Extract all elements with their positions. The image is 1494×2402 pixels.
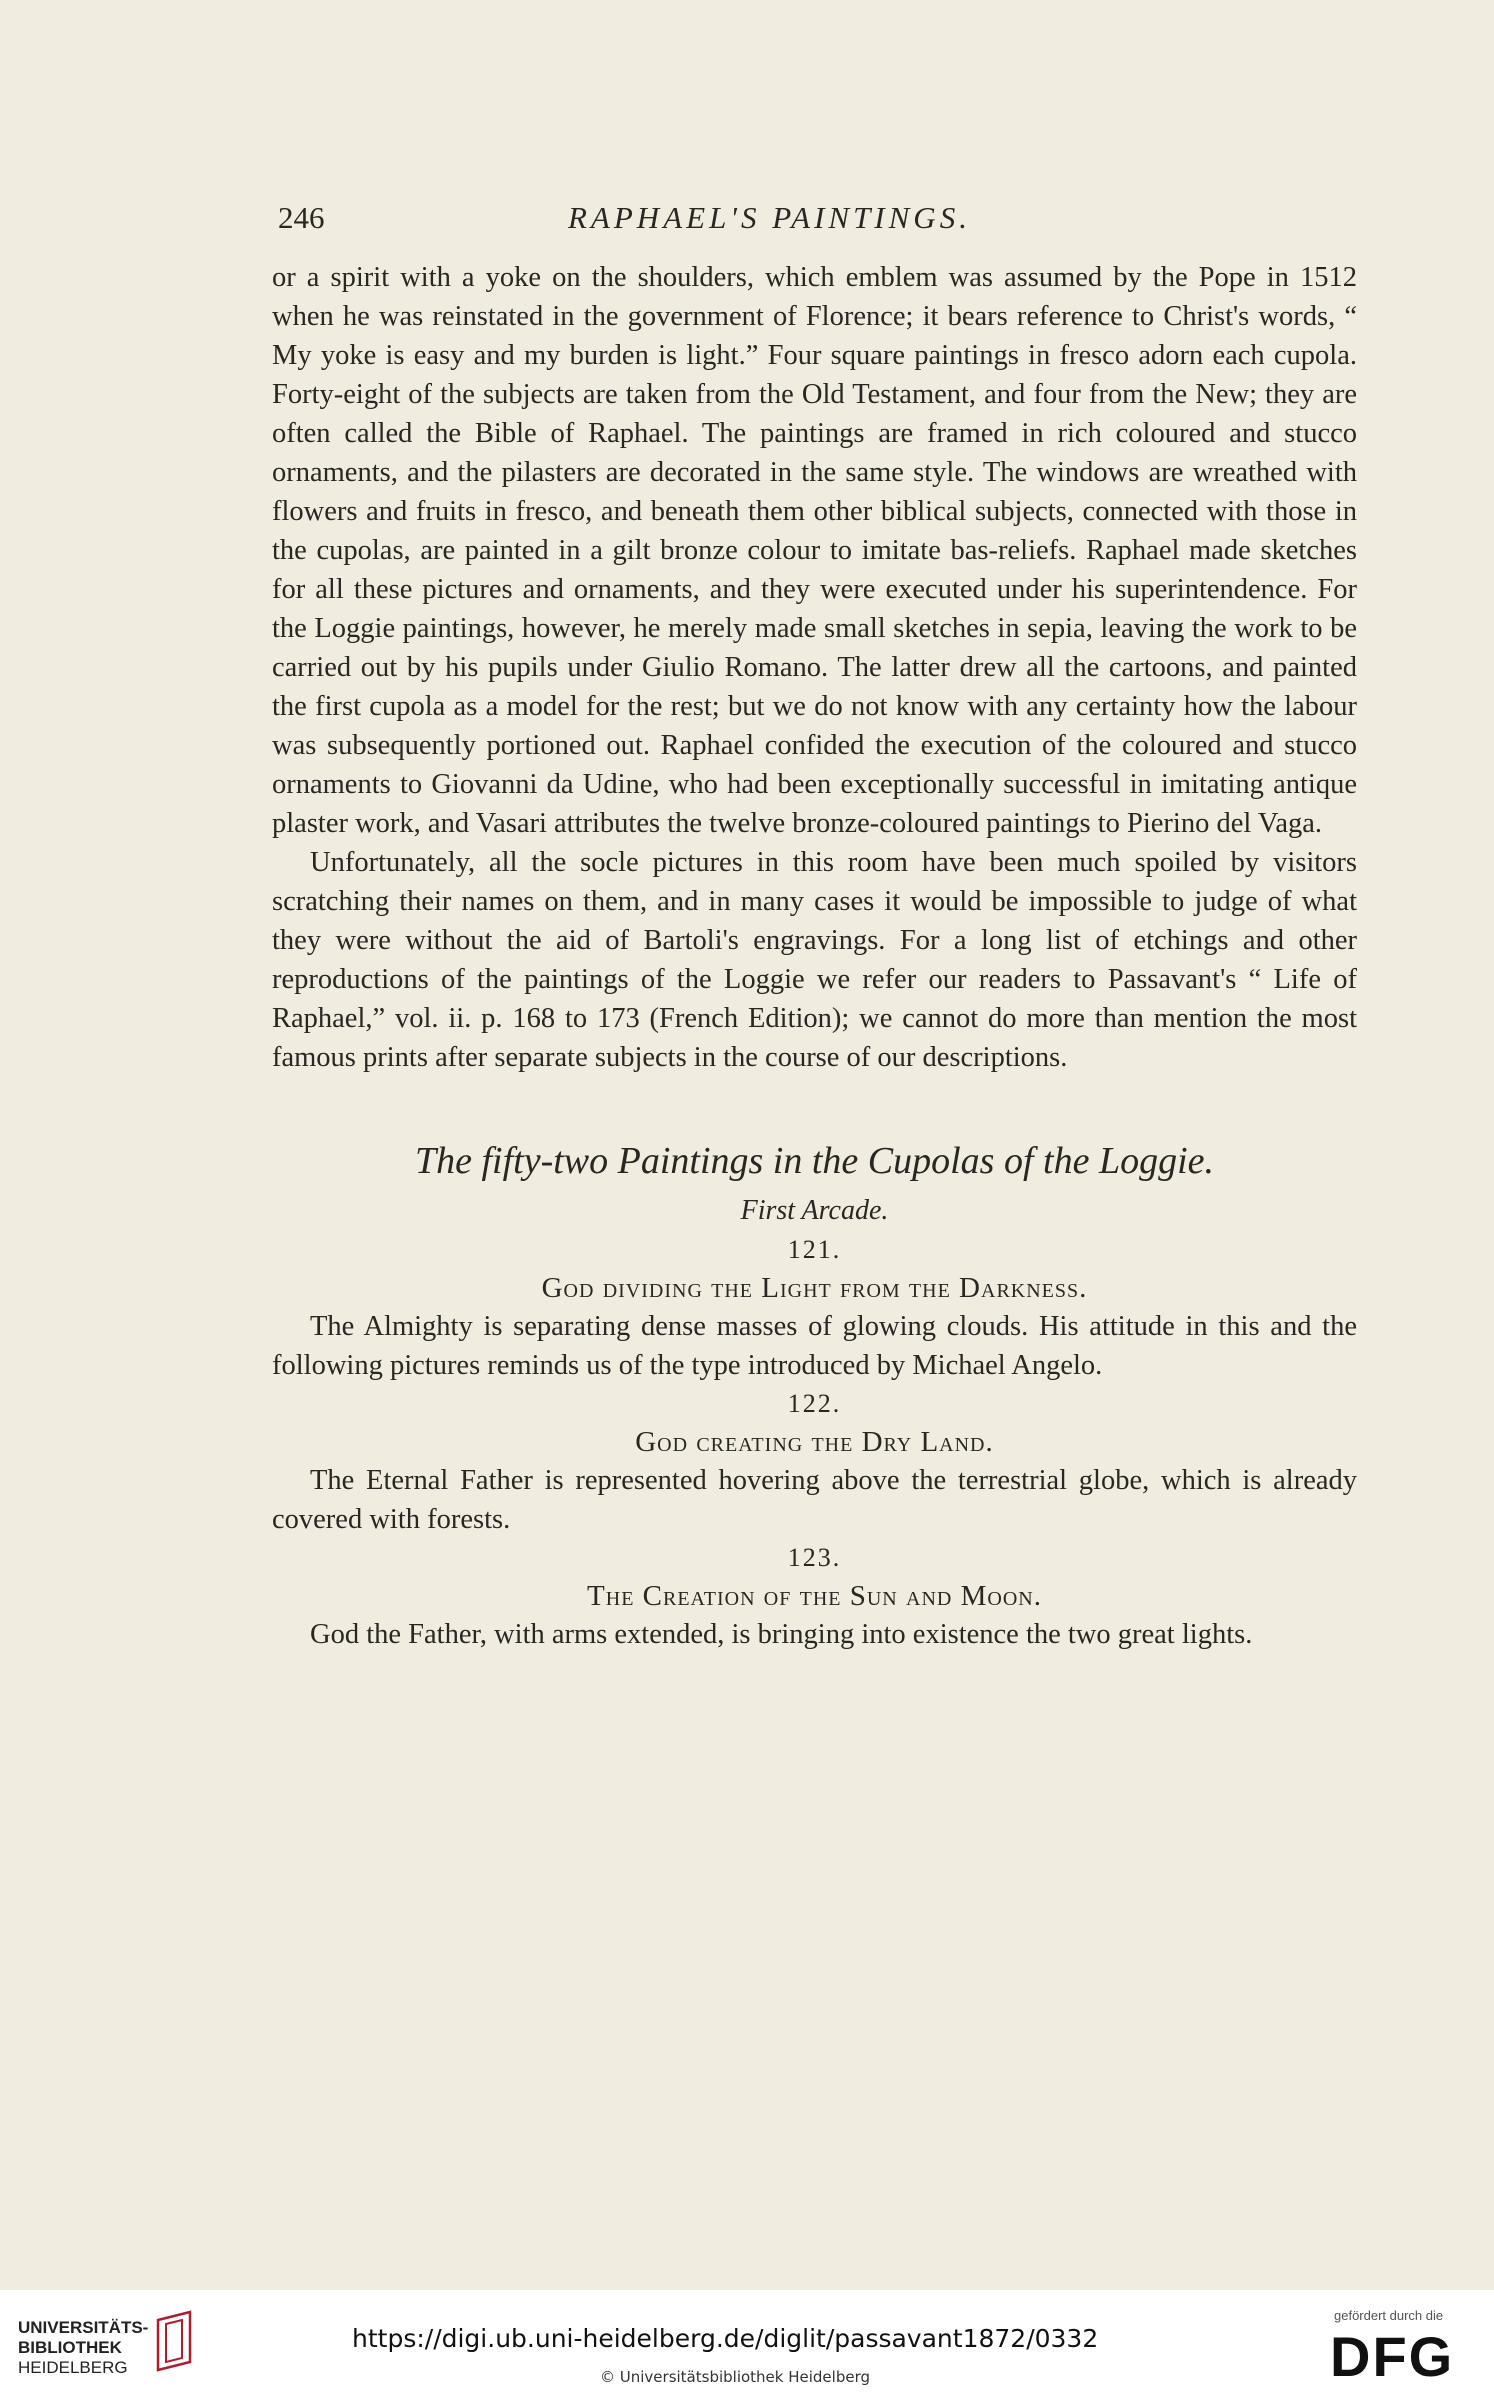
entry-121 (272, 1231, 1357, 1385)
library-logo: UNIVERSITÄTS- BIBLIOTHEK HEIDELBERG (18, 2318, 149, 2377)
section-subtitle: First Arcade. (740, 1195, 889, 1226)
body-text (272, 258, 1357, 1654)
copyright-notice: © Universitätsbibliothek Heidelberg (600, 2368, 871, 2386)
entry-text: The Eternal Father is represented hovering above the terrestrial globe, which is already covered with forests. (272, 1465, 1357, 1535)
entry-title: God creating the Dry Land. (635, 1426, 994, 1458)
entry-number: 123. (787, 1543, 842, 1572)
entry-123 (272, 1539, 1357, 1654)
running-title: RAPHAEL'S PAINTINGS. (568, 200, 971, 235)
page-header (278, 200, 1358, 248)
funding-note: gefördert durch die (1334, 2308, 1444, 2323)
entry-title: The Creation of the Sun and Moon. (587, 1580, 1042, 1612)
paragraph-1: or a spirit with a yoke on the shoulders, which emblem was assumed by the Pope in 1512 when he was reinstated in the government of Florence; it bears reference to Christ's words, “ My yoke is easy and my burden is light.” Four square paintings in fresco adorn each cupola. Forty-eight of the subjects are taken from the Old Testament, and four from the New; they are often called the Bible of Raphael. The paintings are framed in rich coloured and stucco ornaments, and the pilasters are decorated in the same style. The windows are wreathed with flowers and fruits in fresco, and beneath them other biblical subjects, connected with those in the cupolas, are painted in a gilt bronze colour to imitate bas-reliefs. Raphael made sketches for all these pictures and ornaments, and they were executed under his superintendence. For the Loggie paintings, however, he merely made small sketches in sepia, leaving the work to be carried out by his pupils under Giulio Romano. The latter drew all the cartoons, and painted the first cupola as a model for the rest; but we do not know with any certainty how the labour was subsequently portioned out. Raphael confided the execution of the coloured and stucco ornaments to Giovanni da Udine, who had been exceptionally successful in imitating antique plaster work, and Vasari attributes the twelve bronze-coloured paintings to Pierino del Vaga. (272, 262, 1357, 839)
entry-title: God dividing the Light from the Darkness. (541, 1272, 1088, 1304)
section-title: The fifty-two Paintings in the Cupolas of the Loggie. (414, 1140, 1215, 1182)
dfg-logo: DFG (1330, 2325, 1455, 2388)
paragraph-2: Unfortunately, all the socle pictures in this room have been much spoiled by visitors scratching their names on them, and in many cases it would be impossible to judge of what they were without the aid of Bartoli's engravings. For a long list of etchings and other reproductions of the paintings of the Loggie we refer our readers to Passavant's “ Life of Raphael,” vol. ii. p. 168 to 173 (French Edition); we cannot do more than mention the most famous prints after separate subjects in the course of our descriptions. (272, 847, 1357, 1073)
digitization-footer (0, 2290, 1494, 2402)
entry-number: 121. (787, 1235, 842, 1264)
permalink-url[interactable]: https://digi.ub.uni-heidelberg.de/diglit/passavant1872/0332 (352, 2324, 1099, 2353)
page-number: 246 (278, 200, 325, 235)
entry-text: God the Father, with arms extended, is bringing into existence the two great lights. (310, 1619, 1253, 1650)
library-emblem-icon (150, 2310, 200, 2372)
entry-122 (272, 1385, 1357, 1539)
entry-number: 122. (787, 1389, 842, 1418)
entry-text: The Almighty is separating dense masses of glowing clouds. His attitude in this and the following pictures reminds us of the type introduced by Michael Angelo. (272, 1311, 1357, 1381)
